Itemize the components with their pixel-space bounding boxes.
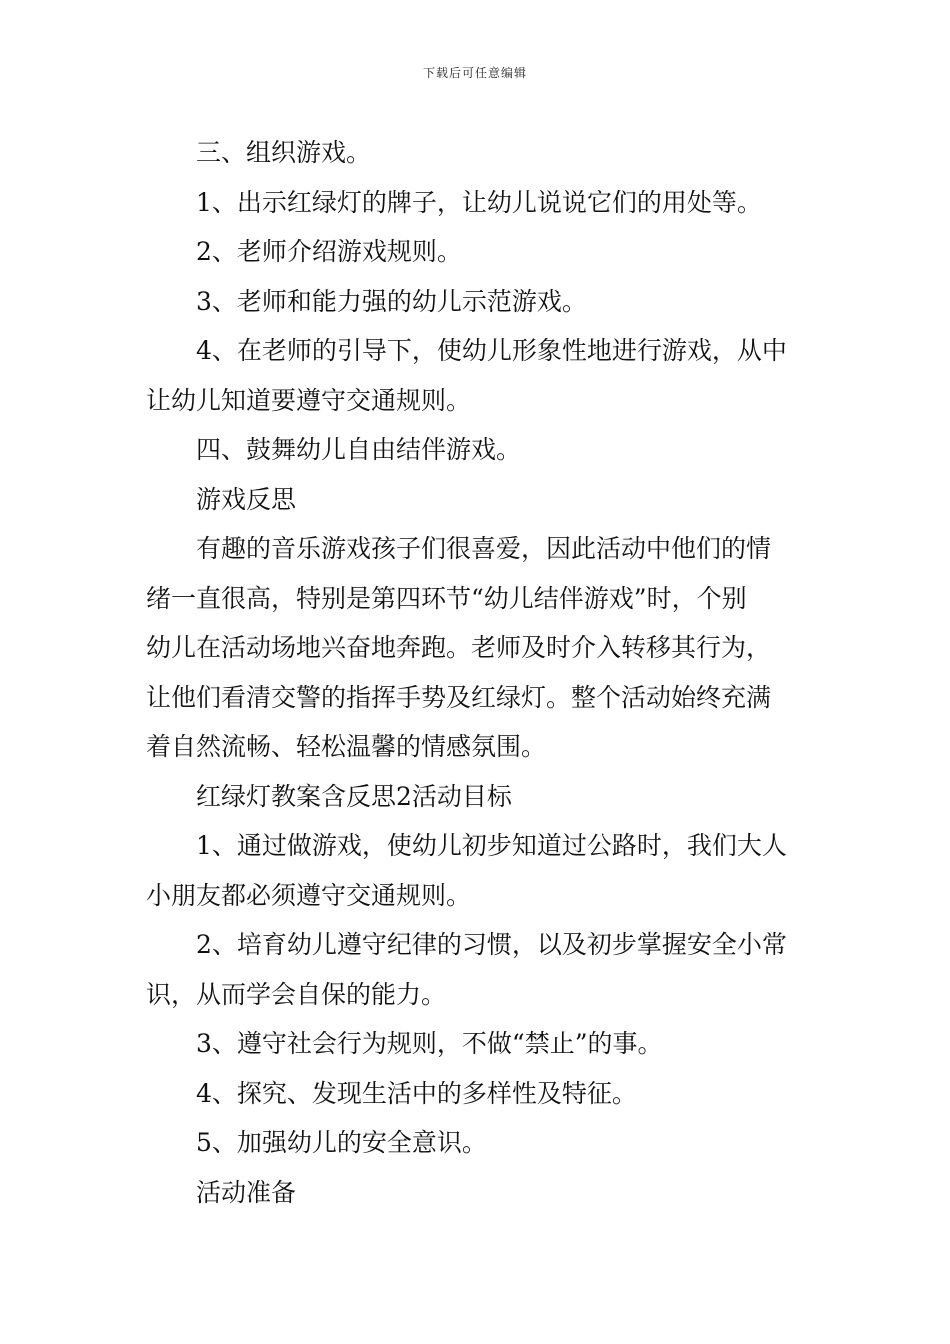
page-header: 下载后可任意编辑 xyxy=(422,66,527,80)
paragraph-line: 四、鼓舞幼儿自由结伴游戏。 xyxy=(196,435,522,464)
section-heading: 红绿灯教案含反思2活动目标 xyxy=(196,781,512,811)
paragraph-line: 绪一直很高，特别是第四环节“幼儿结伴游戏”时，个别 xyxy=(146,583,747,613)
paragraph-line: 1、通过做游戏，使幼儿初步知道过公路时，我们大人 xyxy=(196,831,787,860)
paragraph-line: 小朋友都必须遵守交通规则。 xyxy=(146,880,472,910)
section-heading: 活动准备 xyxy=(196,1177,297,1207)
paragraph-line: 有趣的音乐游戏孩子们很喜爱，因此活动中他们的情 xyxy=(196,534,772,563)
paragraph-line: 4、在老师的引导下，使幼儿形象性地进行游戏，从中 xyxy=(196,336,787,365)
paragraph-line: 2、老师介绍游戏规则。 xyxy=(196,237,462,266)
section-heading: 游戏反思 xyxy=(196,484,297,514)
paragraph-line: 4、探究、发现生活中的多样性及特征。 xyxy=(196,1078,637,1108)
paragraph-line: 识，从而学会自保的能力。 xyxy=(146,979,447,1009)
paragraph-line: 让他们看清交警的指挥手势及红绿灯。整个活动始终充满 xyxy=(146,682,772,712)
paragraph-line: 幼儿在活动场地兴奋地奔跑。老师及时介入转移其行为， xyxy=(146,633,772,662)
paragraph-line: 5、加强幼儿的安全意识。 xyxy=(196,1128,487,1157)
paragraph-line: 让幼儿知道要遵守交通规则。 xyxy=(146,385,472,415)
paragraph-line: 着自然流畅、轻松温馨的情感氛围。 xyxy=(146,732,547,761)
paragraph-line: 2、培育幼儿遵守纪律的习惯，以及初步掌握安全小常 xyxy=(196,930,787,959)
document-body xyxy=(146,128,806,1217)
paragraph-line: 1、出示红绿灯的牌子，让幼儿说说它们的用处等。 xyxy=(196,187,762,217)
paragraph-line: 三、组织游戏。 xyxy=(196,138,372,167)
paragraph-line: 3、遵守社会行为规则，不做“禁止”的事。 xyxy=(196,1029,663,1058)
paragraph-line: 3、老师和能力强的幼儿示范游戏。 xyxy=(196,286,587,316)
